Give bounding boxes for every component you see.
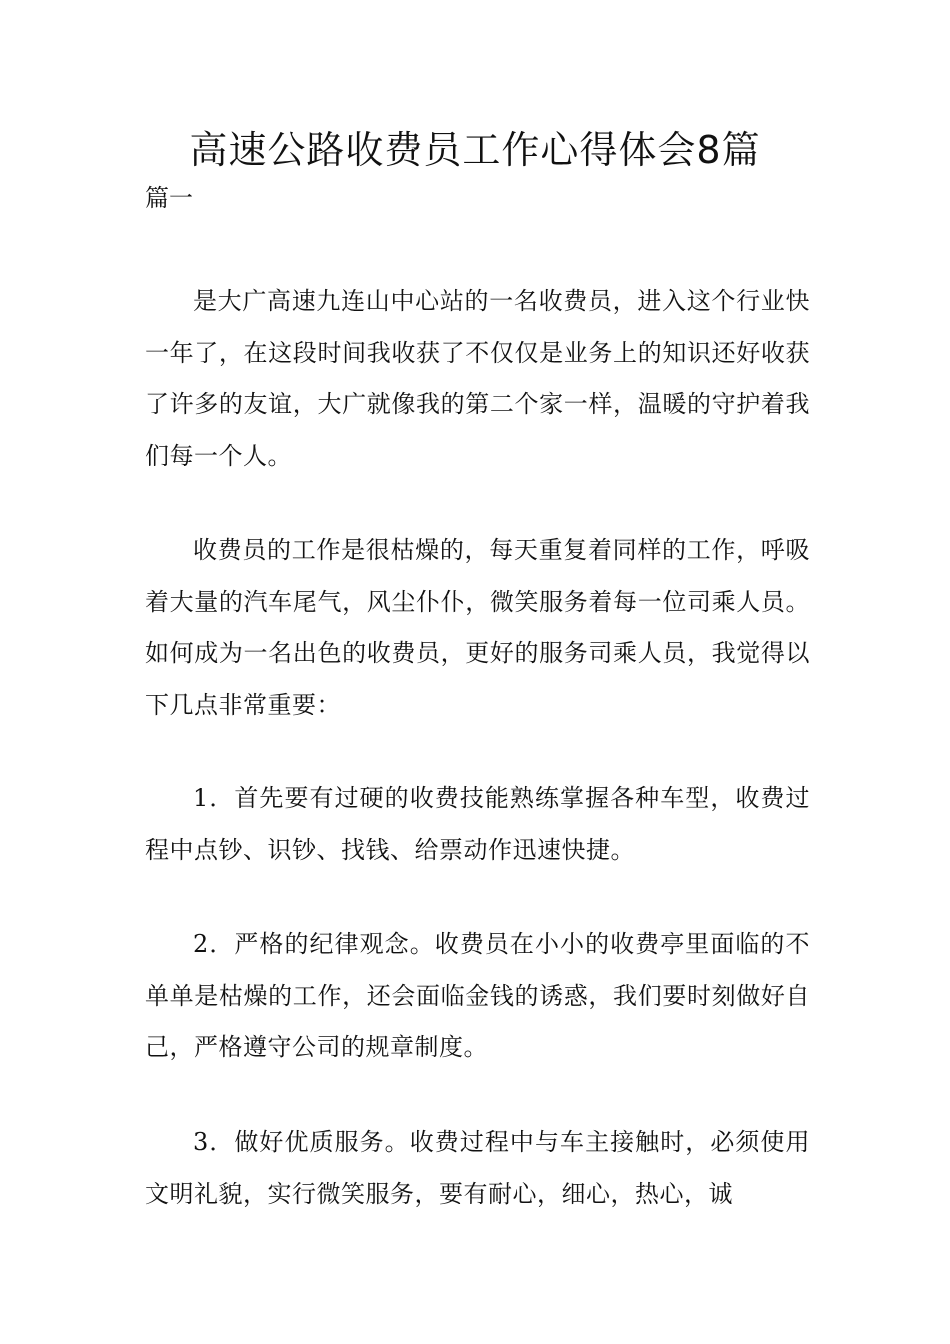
paragraph-point-3: 3．做好优质服务。收费过程中与车主接触时，必须使用文明礼貌，实行微笑服务，要有耐心，细心，热心，诚 [145,1128,810,1208]
paragraph-point-2: 2．严格的纪律观念。收费员在小小的收费亭里面临的不单单是枯燥的工作，还会面临金钱的诱惑，我们要时刻做好自己，严格遵守公司的规章制度。 [145,930,810,1061]
paragraph-work-description: 收费员的工作是很枯燥的，每天重复着同样的工作，呼吸着大量的汽车尾气，风尘仆仆，微笑服务着每一位司乘人员。如何成为一名出色的收费员，更好的服务司乘人员，我觉得以下几点非常重要： [145,536,810,719]
paragraph-point-1: 1．首先要有过硬的收费技能熟练掌握各种车型，收费过程中点钞、识钞、找钱、给票动作迅速快捷。 [145,784,810,864]
document-title: 高速公路收费员工作心得体会8篇 [189,128,761,172]
section-label: 篇一 [145,184,193,212]
paragraph-intro: 是大广高速九连山中心站的一名收费员，进入这个行业快一年了，在这段时间我收获了不仅仅是业务上的知识还好收获了许多的友谊，大广就像我的第二个家一样，温暖的守护着我们每一个人。 [145,287,810,470]
